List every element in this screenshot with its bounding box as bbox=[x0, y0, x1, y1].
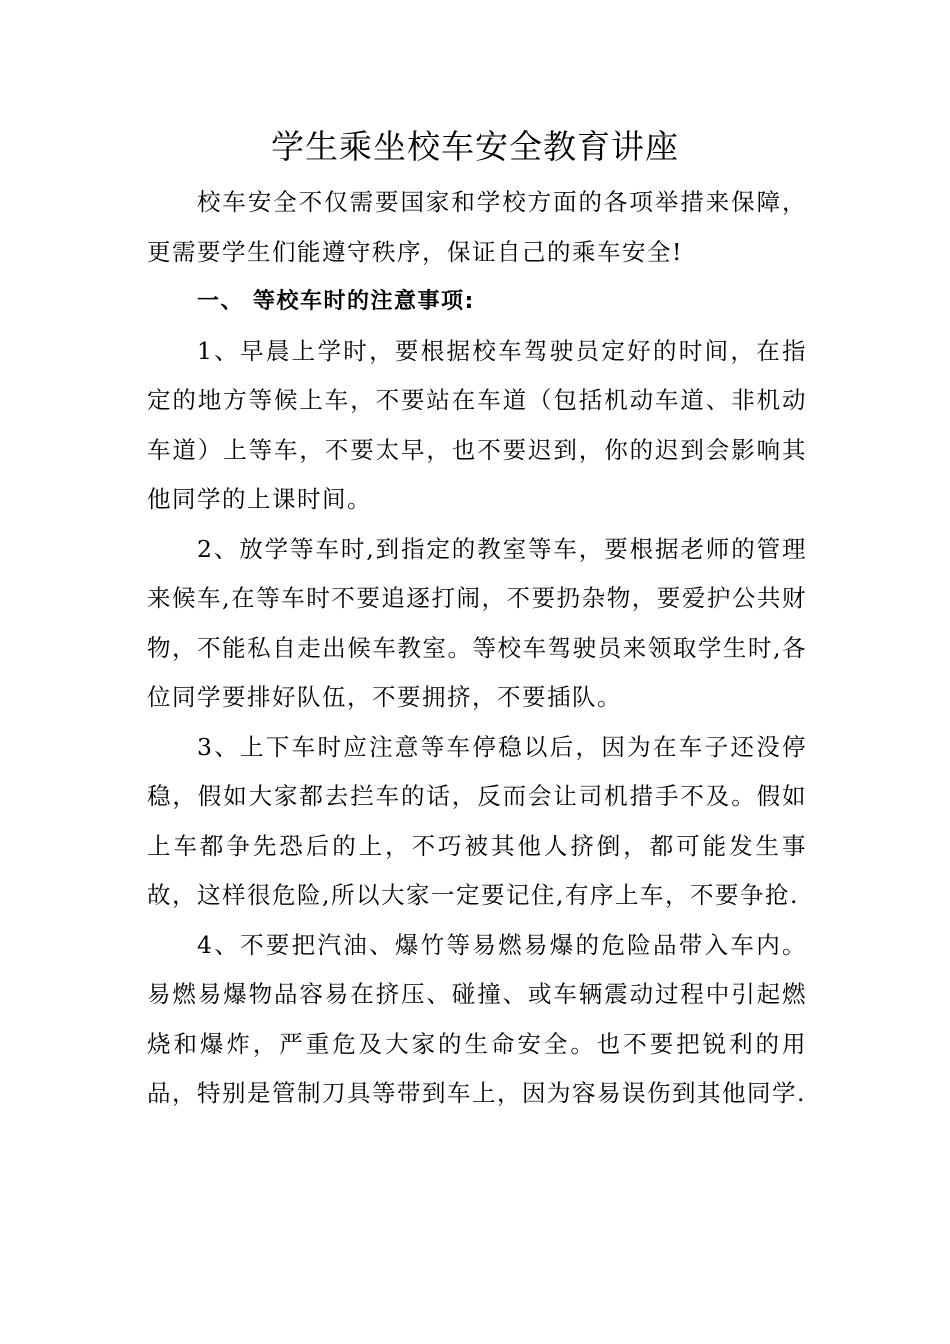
item-paragraph-4: 4、不要把汽油、爆竹等易燃易爆的危险品带入车内。易燃易爆物品容易在挤压、碰撞、或车辆震动过程中引起燃烧和爆炸，严重危及大家的生命安全。也不要把锐利的用品，特别是管制刀具等带到车上，因为容易误伤到其他同学. bbox=[147, 930, 807, 1107]
section-heading bbox=[147, 277, 807, 327]
item-paragraph-3: 3、上下车时应注意等车停稳以后，因为在车子还没停稳，假如大家都去拦车的话，反而会让司机措手不及。假如上车都争先恐后的上，不巧被其他人挤倒，都可能发生事故，这样很危险,所以大家一定要记住,有序上车，不要争抢. bbox=[147, 732, 807, 909]
item-paragraph-2: 2、放学等车时,到指定的教室等车，要根据老师的管理来候车,在等车时不要追逐打闹，不要扔杂物，要爱护公共财物，不能私自走出候车教室。等校车驾驶员来领取学生时,各位同学要排好队伍，不要拥挤，不要插队。 bbox=[147, 534, 807, 711]
item-paragraph-1: 1、早晨上学时，要根据校车驾驶员定好的时间，在指定的地方等候上车，不要站在车道（包括机动车道、非机动车道）上等车，不要太早，也不要迟到，你的迟到会影响其他同学的上课时间。 bbox=[147, 336, 807, 513]
document-body bbox=[147, 178, 807, 1119]
intro-paragraph: 校车安全不仅需要国家和学校方面的各项举措来保障，更需要学生们能遵守秩序，保证自己的乘车安全! bbox=[147, 188, 807, 266]
document-title: 学生乘坐校车安全教育讲座 bbox=[271, 127, 679, 166]
section-number: 一、 bbox=[197, 289, 245, 314]
section-title: 等校车时的注意事项: bbox=[253, 289, 475, 314]
